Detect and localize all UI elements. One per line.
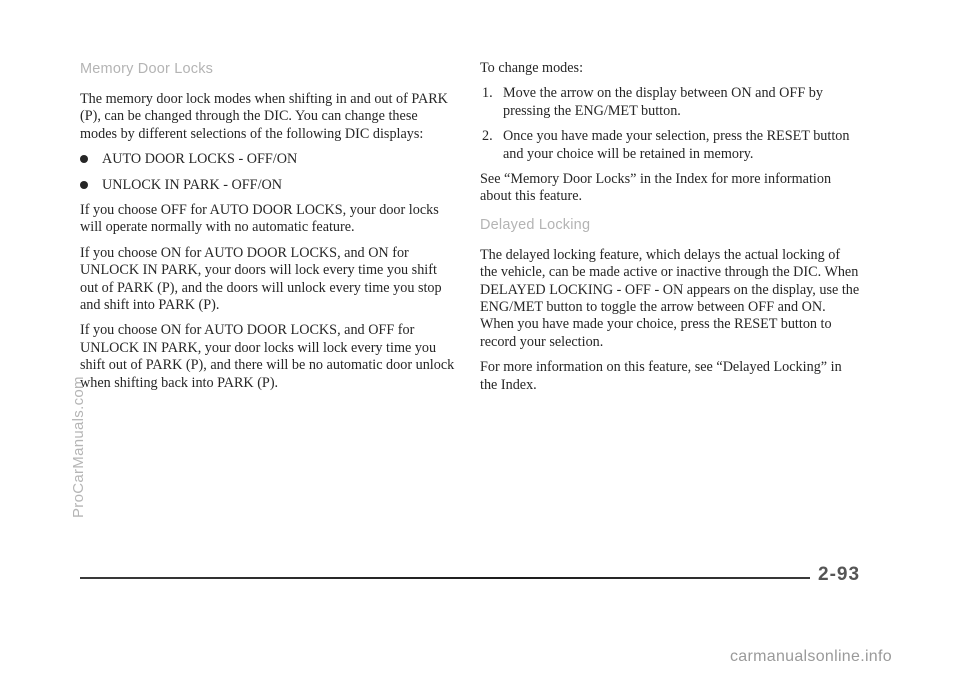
bullet-text: AUTO DOOR LOCKS - OFF/ON [102, 151, 298, 168]
more-info-paragraph: For more information on this feature, see “Delayed Locking” in the Index. [480, 359, 842, 393]
list-item [80, 177, 455, 194]
left-column [80, 60, 455, 400]
side-watermark: ProCarManuals.com [70, 376, 87, 518]
intro-paragraph: The memory door lock modes when shifting in and out of PARK (P), can be changed through the DIC. You can change these modes by different selections of the following DIC displays: [80, 91, 448, 142]
on-on-paragraph: If you choose ON for AUTO DOOR LOCKS, and ON for UNLOCK IN PARK, your doors will lock every time you shift out of PARK (P), and the doors will unlock every time you stop and shift into PARK (P). [80, 244, 442, 314]
right-column [480, 60, 860, 402]
step-number: 1. [482, 85, 493, 102]
delayed-locking-heading: Delayed Locking [480, 216, 591, 233]
step-text: Move the arrow on the display between ON and OFF by pressing the ENG/MET button. [503, 85, 823, 119]
page-number: 2-93 [818, 564, 861, 585]
bottom-watermark: carmanualsonline.info [730, 648, 892, 665]
delayed-locking-paragraph: The delayed locking feature, which delays the actual locking of the vehicle, can be made active or inactive through the DIC. When DELAYED LOCKING - OFF - ON appears on the display, use the ENG/MET button to toggle the arrow between OFF and ON. When you have made your choice, press the RESET button to record your selection. [480, 246, 860, 350]
on-off-paragraph: If you choose ON for AUTO DOOR LOCKS, and OFF for UNLOCK IN PARK, your door locks will lock every time you shift out of PARK (P), and there will be no automatic door unlock when shifting back into PARK (P). [80, 322, 455, 391]
list-item [80, 151, 455, 168]
dic-display-list [80, 151, 455, 194]
footer-rule [80, 577, 810, 579]
bullet-icon [80, 155, 88, 163]
off-auto-paragraph: If you choose OFF for AUTO DOOR LOCKS, your door locks will operate normally with no automatic feature. [80, 202, 439, 236]
step-text: Once you have made your selection, press the RESET button and your choice will be retained in memory. [503, 128, 850, 162]
bullet-text: UNLOCK IN PARK - OFF/ON [102, 176, 282, 193]
see-also-paragraph: See “Memory Door Locks” in the Index for more information about this feature. [480, 171, 832, 205]
bullet-icon [80, 181, 88, 189]
list-item [480, 128, 860, 163]
change-steps-list [480, 85, 860, 163]
list-item [480, 85, 860, 120]
memory-door-locks-heading: Memory Door Locks [80, 61, 214, 77]
change-modes-intro: To change modes: [480, 60, 584, 76]
step-number: 2. [482, 128, 493, 145]
